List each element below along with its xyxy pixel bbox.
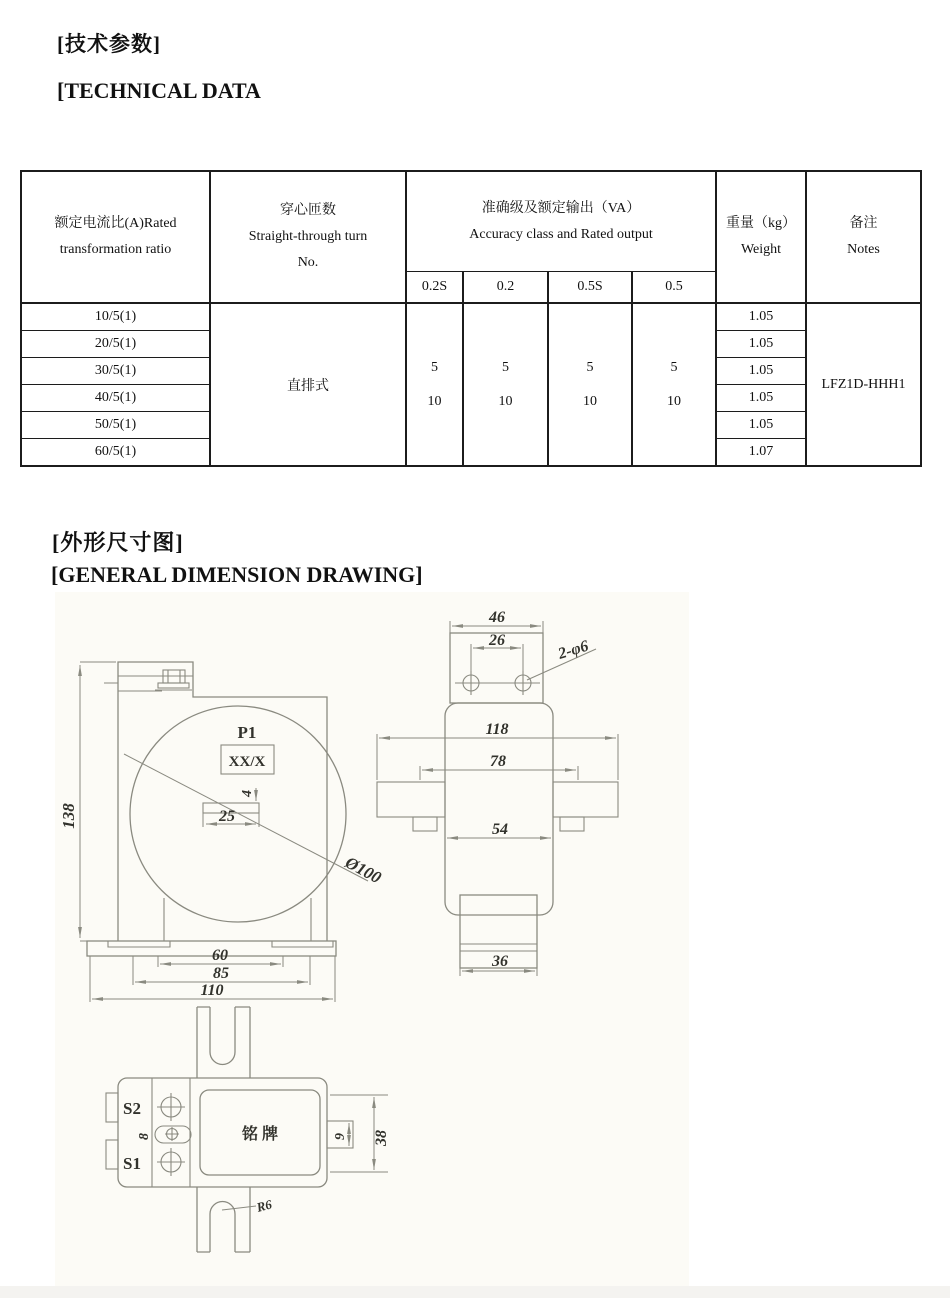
header-turns-line2: Straight-through turn <box>248 229 368 244</box>
weight-cell: 1.05 <box>716 385 806 412</box>
header-weight-line2: Weight <box>740 242 782 257</box>
header-turns-line1: 穿心匝数 <box>280 203 336 218</box>
front-dim-4-label: 4 <box>240 790 255 797</box>
side-holes-label: 2-φ6 <box>556 637 591 663</box>
ratio-cell: 10/5(1) <box>21 303 210 331</box>
section-title-dimension-en: [GENERAL DIMENSION DRAWING] <box>51 562 423 587</box>
header-notes-line2: Notes <box>847 242 880 257</box>
table-row <box>21 303 921 331</box>
header-rated-ratio-line1: 额定电流比(A)Rated <box>54 216 177 231</box>
section-title-technical-en: [TECHNICAL DATA <box>57 78 261 103</box>
bottom-dim-9-label: 9 <box>333 1133 348 1140</box>
header-turns-line3: No. <box>297 255 319 270</box>
front-dim-25-label: 25 <box>219 808 235 825</box>
weight-cell: 1.05 <box>716 358 806 385</box>
bottom-s2-label: S2 <box>123 1099 141 1118</box>
bottom-dim-38-label: 38 <box>373 1130 390 1146</box>
side-dim-78-label: 78 <box>490 753 506 770</box>
dimension-drawing <box>55 592 689 1286</box>
front-dim-138-label: 138 <box>59 803 78 829</box>
header-class-02s: 0.2S <box>406 272 463 304</box>
side-dim-46-label: 46 <box>489 609 505 626</box>
weight-cell: 1.05 <box>716 303 806 331</box>
bottom-nameplate-label: 铭 牌 <box>241 1126 279 1143</box>
output-cell-02: 5 10 <box>463 303 548 466</box>
front-dim-60-label: 60 <box>212 947 228 964</box>
output-cell-05s: 5 10 <box>548 303 632 466</box>
ratio-cell: 20/5(1) <box>21 331 210 358</box>
output-cell-02s: 5 10 <box>406 303 463 466</box>
weight-cell: 1.05 <box>716 412 806 439</box>
header-notes-line1: 备注 <box>849 216 878 231</box>
weight-cell: 1.07 <box>716 439 806 467</box>
section-title-dimension-cn: [外形尺寸图] <box>52 530 184 555</box>
front-p1-label: P1 <box>237 723 257 742</box>
weight-cell: 1.05 <box>716 331 806 358</box>
front-ratio-placeholder: XX/X <box>228 754 266 770</box>
bottom-dim-8-label: 8 <box>137 1133 152 1140</box>
header-rated-ratio-line2: transformation ratio <box>59 242 172 257</box>
section-title-technical-cn: [技术参数] <box>57 32 161 56</box>
bottom-view <box>106 1007 390 1252</box>
header-accuracy-line1: 准确级及额定输出（VA） <box>481 200 641 216</box>
turns-cell: 直排式 <box>210 303 406 466</box>
header-rated-ratio <box>21 171 210 303</box>
ratio-cell: 60/5(1) <box>21 439 210 467</box>
header-accuracy-line2: Accuracy class and Rated output <box>469 226 653 242</box>
side-dim-26-label: 26 <box>489 632 505 649</box>
dimension-drawing-svg <box>55 592 689 1286</box>
page-bottom-margin <box>0 1286 950 1298</box>
header-notes <box>806 171 921 303</box>
header-class-05: 0.5 <box>632 272 716 304</box>
ratio-cell: 50/5(1) <box>21 412 210 439</box>
side-dim-118-label: 118 <box>485 721 509 738</box>
front-diameter-label: Ø100 <box>342 852 385 888</box>
output-cell-05: 5 10 <box>632 303 716 466</box>
ratio-cell: 40/5(1) <box>21 385 210 412</box>
side-dim-54-label: 54 <box>492 821 508 838</box>
header-accuracy <box>406 171 716 272</box>
header-weight-line1: 重量（kg） <box>726 216 796 231</box>
header-class-05s: 0.5S <box>548 272 632 304</box>
bottom-slot-radius-label: R6 <box>254 1196 274 1215</box>
ratio-cell: 30/5(1) <box>21 358 210 385</box>
notes-cell: LFZ1D-HHH1 <box>806 303 921 466</box>
front-dim-110-label: 110 <box>200 982 224 999</box>
front-view <box>59 662 385 1002</box>
bottom-s1-label: S1 <box>123 1154 141 1173</box>
side-view <box>377 609 618 976</box>
front-dim-85-label: 85 <box>213 965 229 982</box>
header-turns <box>210 171 406 303</box>
header-weight <box>716 171 806 303</box>
header-class-02: 0.2 <box>463 272 548 304</box>
side-dim-36-label: 36 <box>492 953 508 970</box>
technical-data-table <box>20 170 922 467</box>
